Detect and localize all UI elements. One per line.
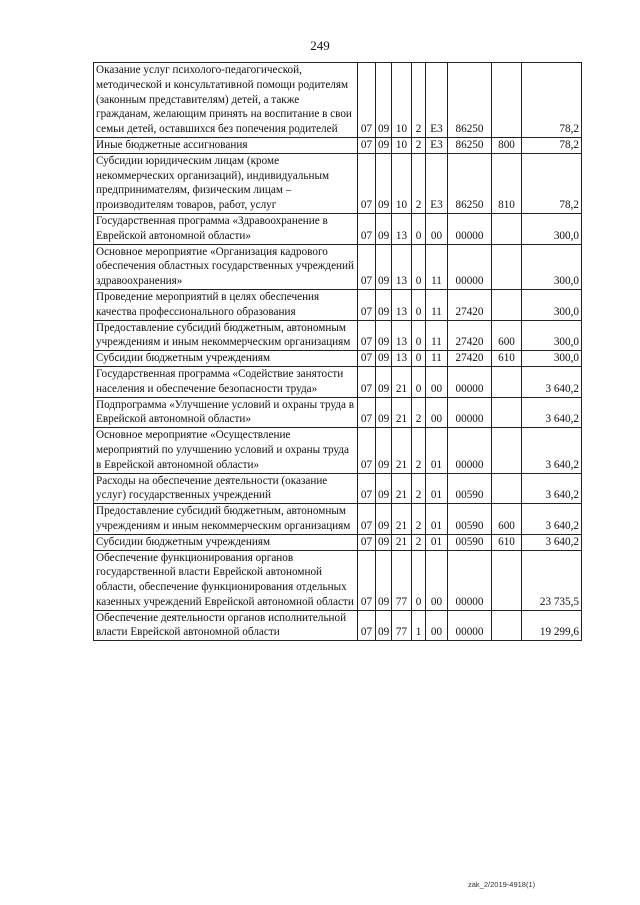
event-code: 00 [426,550,448,610]
expense-type-code: 600 [492,504,522,535]
row-name: Основное мероприятие «Осуществление мероприятий по улучшению условий и охраны труда в Еврейской автономной области» [94,428,358,473]
table-row [94,63,582,138]
program-code: 10 [392,153,412,213]
subprogram-code: 2 [412,428,426,473]
expense-type-code [492,63,522,138]
event-code: 01 [426,504,448,535]
expense-type-code [492,244,522,289]
budget-table-body [94,63,582,641]
section-code: 07 [358,504,376,535]
subsection-code: 09 [376,534,392,550]
subprogram-code: 1 [412,610,426,641]
subsection-code: 09 [376,153,392,213]
section-code: 07 [358,63,376,138]
row-name: Предоставление субсидий бюджетным, автономным учреждениям и иным некоммерческим организациям [94,320,358,351]
subsection-code: 09 [376,351,392,367]
section-code: 07 [358,244,376,289]
table-row [94,610,582,641]
section-code: 07 [358,137,376,153]
subprogram-code: 0 [412,244,426,289]
expense-type-code [492,289,522,320]
table-row [94,473,582,504]
expense-type-code [492,550,522,610]
amount: 3 640,2 [522,397,582,428]
event-code: 11 [426,244,448,289]
section-code: 07 [358,610,376,641]
subsection-code: 09 [376,213,392,244]
program-code: 21 [392,428,412,473]
program-code: 21 [392,504,412,535]
subprogram-code: 0 [412,351,426,367]
table-row [94,137,582,153]
program-code: 77 [392,550,412,610]
row-name: Подпрограмма «Улучшение условий и охраны труда в Еврейской автономной области» [94,397,358,428]
expense-type-code [492,366,522,397]
direction-code: 86250 [448,137,492,153]
expense-type-code [492,213,522,244]
document-footer-code: zak_2/2019-4918(1) [468,880,536,889]
amount: 300,0 [522,213,582,244]
direction-code: 27420 [448,289,492,320]
direction-code: 27420 [448,320,492,351]
table-row [94,351,582,367]
subprogram-code: 2 [412,397,426,428]
direction-code: 00000 [448,610,492,641]
amount: 300,0 [522,244,582,289]
subprogram-code: 2 [412,63,426,138]
section-code: 07 [358,289,376,320]
direction-code: 00590 [448,504,492,535]
program-code: 21 [392,397,412,428]
direction-code: 00590 [448,534,492,550]
section-code: 07 [358,550,376,610]
event-code: 01 [426,534,448,550]
event-code: 00 [426,213,448,244]
expense-type-code [492,397,522,428]
amount: 78,2 [522,137,582,153]
subsection-code: 09 [376,63,392,138]
table-row [94,397,582,428]
subsection-code: 09 [376,610,392,641]
subprogram-code: 2 [412,473,426,504]
subsection-code: 09 [376,397,392,428]
direction-code: 86250 [448,63,492,138]
event-code: 01 [426,428,448,473]
subsection-code: 09 [376,473,392,504]
event-code: E3 [426,63,448,138]
amount: 300,0 [522,320,582,351]
event-code: E3 [426,153,448,213]
table-row [94,550,582,610]
amount: 78,2 [522,63,582,138]
section-code: 07 [358,534,376,550]
subprogram-code: 2 [412,137,426,153]
table-row [94,534,582,550]
program-code: 21 [392,366,412,397]
section-code: 07 [358,366,376,397]
row-name: Расходы на обеспечение деятельности (оказание услуг) государственных учреждений [94,473,358,504]
amount: 3 640,2 [522,428,582,473]
subprogram-code: 0 [412,289,426,320]
table-row [94,320,582,351]
subprogram-code: 0 [412,550,426,610]
expense-type-code: 810 [492,153,522,213]
amount: 23 735,5 [522,550,582,610]
table-row [94,504,582,535]
program-code: 21 [392,473,412,504]
row-name: Субсидии юридическим лицам (кроме некоммерческих организаций), индивидуальным предпринимателям, физическим лицам – производителям товаров, работ, услуг [94,153,358,213]
subprogram-code: 0 [412,366,426,397]
expense-type-code [492,473,522,504]
event-code: 11 [426,351,448,367]
subprogram-code: 2 [412,534,426,550]
amount: 3 640,2 [522,366,582,397]
row-name: Субсидии бюджетным учреждениям [94,534,358,550]
program-code: 21 [392,534,412,550]
row-name: Государственная программа «Здравоохранение в Еврейской автономной области» [94,213,358,244]
event-code: 00 [426,397,448,428]
row-name: Субсидии бюджетным учреждениям [94,351,358,367]
expense-type-code: 610 [492,534,522,550]
amount: 3 640,2 [522,504,582,535]
direction-code: 00000 [448,550,492,610]
subsection-code: 09 [376,137,392,153]
section-code: 07 [358,351,376,367]
section-code: 07 [358,320,376,351]
table-row [94,366,582,397]
subsection-code: 09 [376,504,392,535]
subsection-code: 09 [376,320,392,351]
direction-code: 86250 [448,153,492,213]
subprogram-code: 2 [412,153,426,213]
program-code: 10 [392,137,412,153]
event-code: 00 [426,610,448,641]
event-code: 00 [426,366,448,397]
table-row [94,244,582,289]
amount: 78,2 [522,153,582,213]
expense-type-code: 800 [492,137,522,153]
row-name: Предоставление субсидий бюджетным, автономным учреждениям и иным некоммерческим организациям [94,504,358,535]
expense-type-code: 600 [492,320,522,351]
program-code: 13 [392,351,412,367]
table-row [94,213,582,244]
row-name: Иные бюджетные ассигнования [94,137,358,153]
row-name: Государственная программа «Содействие занятости населения и обеспечение безопасности труда» [94,366,358,397]
table-row [94,428,582,473]
direction-code: 00590 [448,473,492,504]
section-code: 07 [358,153,376,213]
direction-code: 00000 [448,244,492,289]
row-name: Обеспечение деятельности органов исполнительной власти Еврейской автономной области [94,610,358,641]
event-code: 01 [426,473,448,504]
section-code: 07 [358,473,376,504]
expense-type-code [492,610,522,641]
subprogram-code: 2 [412,504,426,535]
subsection-code: 09 [376,289,392,320]
expense-type-code [492,428,522,473]
subsection-code: 09 [376,428,392,473]
subprogram-code: 0 [412,213,426,244]
amount: 300,0 [522,351,582,367]
program-code: 13 [392,320,412,351]
direction-code: 00000 [448,397,492,428]
subsection-code: 09 [376,244,392,289]
amount: 3 640,2 [522,473,582,504]
program-code: 77 [392,610,412,641]
subprogram-code: 0 [412,320,426,351]
event-code: 11 [426,320,448,351]
page-number: 249 [310,38,330,53]
section-code: 07 [358,213,376,244]
table-row [94,153,582,213]
event-code: E3 [426,137,448,153]
program-code: 13 [392,213,412,244]
event-code: 11 [426,289,448,320]
section-code: 07 [358,428,376,473]
subsection-code: 09 [376,366,392,397]
row-name: Обеспечение функционирования органов государственной власти Еврейской автономной области, обеспечение функционирования отдельных казенных учреждений Еврейской автономной области [94,550,358,610]
amount: 300,0 [522,289,582,320]
program-code: 13 [392,289,412,320]
subsection-code: 09 [376,550,392,610]
direction-code: 00000 [448,366,492,397]
amount: 19 299,6 [522,610,582,641]
section-code: 07 [358,397,376,428]
amount: 3 640,2 [522,534,582,550]
direction-code: 00000 [448,428,492,473]
budget-table [93,62,582,641]
expense-type-code: 610 [492,351,522,367]
direction-code: 27420 [448,351,492,367]
program-code: 13 [392,244,412,289]
row-name: Оказание услуг психолого-педагогической, методической и консультативной помощи родителям (законным представителям) детей, а также гражданам, желающим принять на воспитание в свои семьи детей, оставшихся без попечения родителей [94,63,358,138]
program-code: 10 [392,63,412,138]
row-name: Проведение мероприятий в целях обеспечения качества профессионального образования [94,289,358,320]
direction-code: 00000 [448,213,492,244]
row-name: Основное мероприятие «Организация кадрового обеспечения областных государственных учреждений здравоохранения» [94,244,358,289]
table-row [94,289,582,320]
